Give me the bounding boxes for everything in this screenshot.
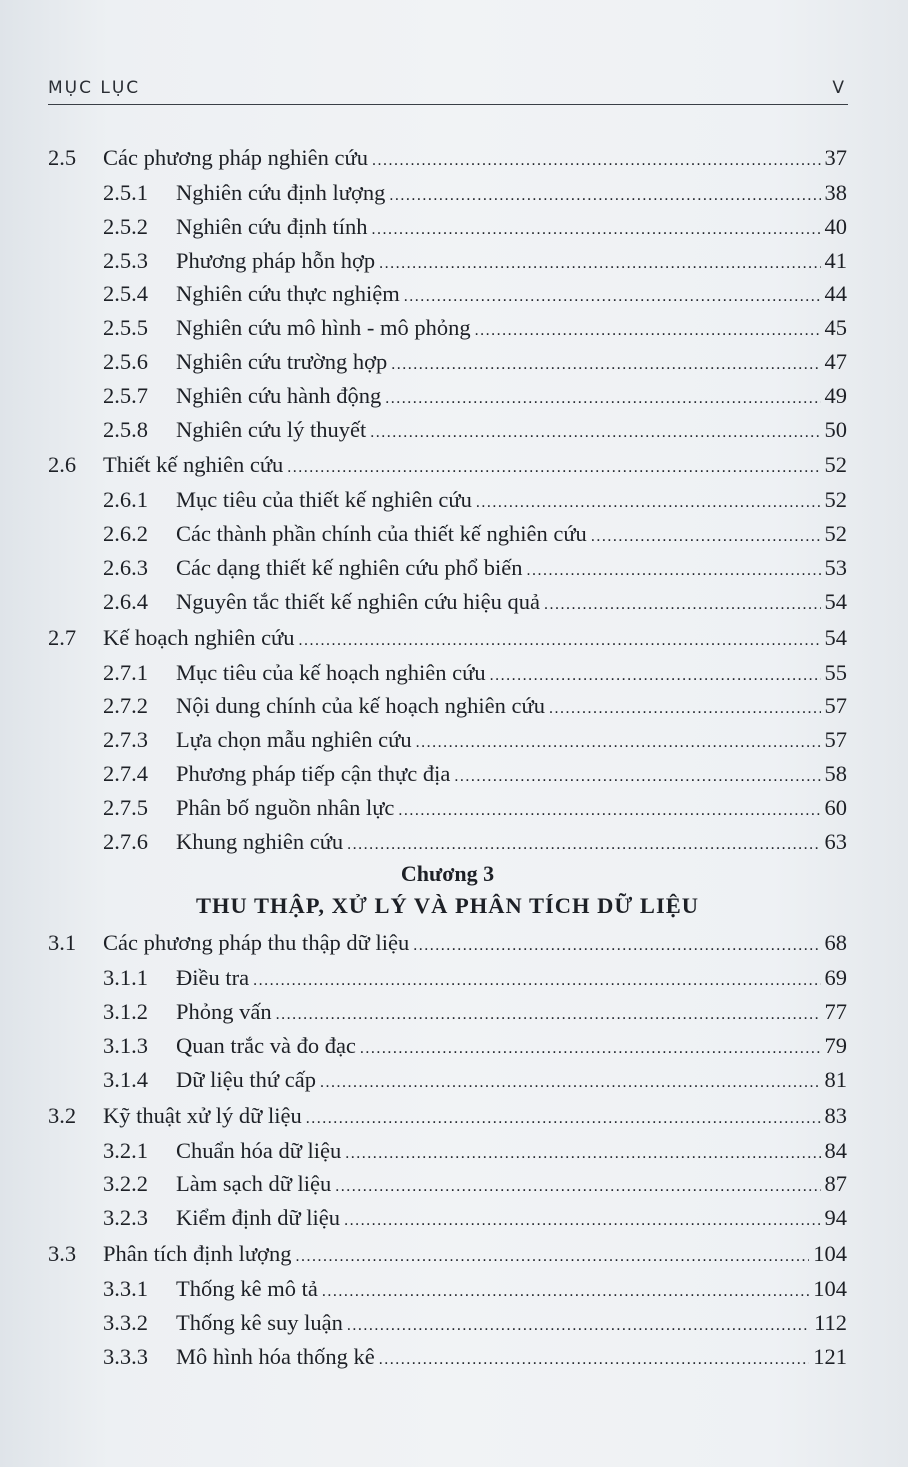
dot-leader xyxy=(372,139,821,179)
toc-entry-title: Làm sạch dữ liệu xyxy=(176,1171,332,1197)
toc-entry-page: 50 xyxy=(824,416,847,442)
dot-leader xyxy=(391,345,820,382)
toc-entry-title: Phương pháp hỗn hợp xyxy=(176,247,376,273)
toc-section-row[interactable] xyxy=(48,924,847,961)
toc-subsection-row[interactable] xyxy=(48,791,847,825)
toc-entry-page: 68 xyxy=(824,930,847,956)
toc-entry-page: 121 xyxy=(813,1343,847,1369)
toc-entry-page: 77 xyxy=(824,999,847,1025)
dot-leader xyxy=(320,1063,821,1100)
dot-leader xyxy=(370,413,820,450)
toc-entry-page: 69 xyxy=(824,965,847,991)
toc-entry-page: 45 xyxy=(824,315,847,341)
toc-subsection-row[interactable] xyxy=(48,379,847,413)
dot-leader xyxy=(335,1167,820,1204)
toc-entry-number: 3.1.2 xyxy=(103,999,148,1025)
toc-entry-number: 2.6.4 xyxy=(103,588,148,614)
dot-leader xyxy=(287,446,820,486)
toc-entry-page: 54 xyxy=(824,624,847,650)
toc-entry-number: 2.5.1 xyxy=(103,180,148,205)
toc-subsection-row[interactable] xyxy=(48,1340,847,1374)
toc-entry-page: 57 xyxy=(824,693,847,719)
toc-subsection-row[interactable] xyxy=(48,345,847,379)
toc-section-row[interactable] xyxy=(48,139,847,176)
running-header xyxy=(48,78,848,105)
toc-section-row[interactable] xyxy=(48,619,847,656)
toc-entry-page: 83 xyxy=(824,1102,847,1128)
toc-subsection-row[interactable] xyxy=(48,1063,847,1097)
toc-entry-title: Dữ liệu thứ cấp xyxy=(176,1066,316,1092)
toc-subsection-row[interactable] xyxy=(48,656,847,690)
toc-entry-page: 40 xyxy=(824,213,847,239)
toc-entry-title: Nghiên cứu trường hợp xyxy=(176,348,388,374)
toc-entry-number: 3.3.2 xyxy=(103,1309,148,1335)
dot-leader xyxy=(404,277,821,314)
dot-leader xyxy=(276,995,821,1032)
toc-subsection-row[interactable] xyxy=(48,825,847,859)
toc-entry-title: Nghiên cứu thực nghiệm xyxy=(176,281,400,307)
toc-entry-page: 47 xyxy=(824,348,847,374)
toc-entry-page: 104 xyxy=(813,1240,847,1266)
header-title: MỤC LỤC xyxy=(48,78,141,98)
toc-subsection-row[interactable] xyxy=(48,311,847,345)
dot-leader xyxy=(345,1134,820,1171)
toc-entry-number: 3.3.1 xyxy=(103,1275,148,1301)
toc-subsection-row[interactable] xyxy=(48,1272,847,1306)
toc-entry-number: 2.7.3 xyxy=(103,727,148,753)
chapter-title: THU THẬP, XỬ LÝ VÀ PHÂN TÍCH DỮ LIỆU xyxy=(196,893,699,919)
dot-leader xyxy=(398,791,820,828)
toc-entry-title: Các thành phần chính của thiết kế nghiên cứu xyxy=(176,521,587,547)
toc-entry-page: 94 xyxy=(824,1205,847,1231)
toc-entry-page: 37 xyxy=(824,145,847,170)
toc-subsection-row[interactable] xyxy=(48,277,847,311)
toc-entry-number: 3.2.3 xyxy=(103,1205,148,1231)
toc-entry-page: 104 xyxy=(813,1275,847,1301)
dot-leader xyxy=(475,311,821,348)
toc-entry-title: Điều tra xyxy=(176,965,250,991)
toc-entry-number: 2.6 xyxy=(48,452,77,478)
toc-entry-page: 112 xyxy=(814,1309,847,1335)
toc-entry-title: Nguyên tắc thiết kế nghiên cứu hiệu quả xyxy=(176,588,540,614)
dot-leader xyxy=(544,585,821,622)
toc-entry-title: Lựa chọn mẫu nghiên cứu xyxy=(176,727,412,753)
toc-entry-number: 2.7.2 xyxy=(103,693,148,719)
toc-entry-title: Thống kê mô tả xyxy=(176,1275,318,1301)
toc-entry-number: 2.7.4 xyxy=(103,760,148,786)
toc-entry-title: Các dạng thiết kế nghiên cứu phổ biến xyxy=(176,554,523,580)
dot-leader xyxy=(549,689,821,726)
toc-entry-page: 49 xyxy=(824,382,847,408)
toc-entry-title: Phỏng vấn xyxy=(176,999,272,1025)
toc-entry-number: 2.6.2 xyxy=(103,521,148,547)
dot-leader xyxy=(306,1097,821,1137)
toc-subsection-row[interactable] xyxy=(48,1029,847,1063)
toc-entry-title: Nghiên cứu mô hình - mô phỏng xyxy=(176,315,471,341)
dot-leader xyxy=(416,723,821,760)
toc-entry-title: Nghiên cứu định lượng xyxy=(176,180,386,205)
toc-entry-page: 54 xyxy=(824,588,847,614)
toc-entry-title: Nghiên cứu hành động xyxy=(176,382,382,408)
dot-leader xyxy=(454,757,820,794)
toc-entry-title: Khung nghiên cứu xyxy=(176,828,344,854)
toc-entry-number: 2.6.1 xyxy=(103,487,148,513)
toc-entry-page: 60 xyxy=(824,794,847,820)
toc-entry-title: Các phương pháp thu thập dữ liệu xyxy=(103,930,410,956)
toc-subsection-row[interactable] xyxy=(48,689,847,723)
toc-entry-title: Phương pháp tiếp cận thực địa xyxy=(176,760,451,786)
toc-entry-title: Kế hoạch nghiên cứu xyxy=(103,624,295,650)
toc-subsection-row[interactable] xyxy=(48,757,847,791)
toc-entry-page: 41 xyxy=(824,247,847,273)
toc-entry-title: Quan trắc và đo đạc xyxy=(176,1032,356,1058)
toc-entry-title: Thiết kế nghiên cứu xyxy=(103,452,284,478)
dot-leader xyxy=(322,1272,809,1309)
toc-entry-number: 3.1 xyxy=(48,930,77,956)
toc-entry-number: 3.3.3 xyxy=(103,1343,148,1369)
dot-leader xyxy=(347,825,820,862)
toc-entry-number: 2.5.8 xyxy=(103,416,148,442)
toc-subsection-row[interactable] xyxy=(48,723,847,757)
chapter-heading xyxy=(48,858,847,924)
toc-entry-title: Nghiên cứu định tính xyxy=(176,213,368,239)
toc-entry-number: 3.1.3 xyxy=(103,1032,148,1058)
dot-leader xyxy=(379,1340,810,1377)
toc-entry-page: 52 xyxy=(824,521,847,547)
toc-entry-page: 79 xyxy=(824,1032,847,1058)
dot-leader xyxy=(347,1306,810,1343)
toc-entry-title: Kỹ thuật xử lý dữ liệu xyxy=(103,1102,302,1128)
toc-entry-number: 2.5.5 xyxy=(103,315,148,341)
toc-section-row[interactable] xyxy=(48,1235,847,1272)
toc-subsection-row[interactable] xyxy=(48,1201,847,1235)
toc-entry-page: 57 xyxy=(824,727,847,753)
toc-entry-number: 3.2.2 xyxy=(103,1171,148,1197)
dot-leader xyxy=(490,656,821,693)
toc-entry-title: Nghiên cứu lý thuyết xyxy=(176,416,367,442)
toc-subsection-row[interactable] xyxy=(48,244,847,278)
toc-entry-page: 38 xyxy=(824,180,847,205)
toc-entry-title: Các phương pháp nghiên cứu xyxy=(103,145,368,170)
dot-leader xyxy=(253,961,820,998)
toc-entry-title: Mục tiêu của kế hoạch nghiên cứu xyxy=(176,659,486,685)
toc-entry-number: 2.7 xyxy=(48,624,77,650)
toc-subsection-row[interactable] xyxy=(48,176,847,210)
toc-subsection-row[interactable] xyxy=(48,517,847,551)
toc-entry-title: Thống kê suy luận xyxy=(176,1309,343,1335)
toc-entry-page: 52 xyxy=(824,452,847,478)
toc-entry-number: 2.5.7 xyxy=(103,382,148,408)
dot-leader xyxy=(379,244,820,281)
dot-leader xyxy=(413,924,820,964)
toc-entry-number: 2.5 xyxy=(48,145,77,170)
toc-entry-number: 2.6.3 xyxy=(103,554,148,580)
toc-subsection-row[interactable] xyxy=(48,995,847,1029)
toc-entry-number: 2.7.1 xyxy=(103,659,148,685)
toc-subsection-row[interactable] xyxy=(48,413,847,447)
toc-subsection-row[interactable] xyxy=(48,210,847,244)
toc-entry-title: Chuẩn hóa dữ liệu xyxy=(176,1137,342,1163)
toc-subsection-row[interactable] xyxy=(48,551,847,585)
toc-entry-number: 3.2.1 xyxy=(103,1137,148,1163)
toc-entry-title: Phân tích định lượng xyxy=(103,1240,292,1266)
dot-leader xyxy=(344,1201,820,1238)
dot-leader xyxy=(360,1029,821,1066)
toc-subsection-row[interactable] xyxy=(48,1134,847,1168)
toc-entry-page: 53 xyxy=(824,554,847,580)
toc-entry-page: 63 xyxy=(824,828,847,854)
toc-entry-number: 2.5.6 xyxy=(103,348,148,374)
header-page-number: V xyxy=(832,78,844,98)
toc-entry-number: 2.5.2 xyxy=(103,213,148,239)
toc-entry-title: Mô hình hóa thống kê xyxy=(176,1343,375,1369)
toc-entry-number: 3.2 xyxy=(48,1102,77,1128)
dot-leader xyxy=(299,619,821,659)
toc-subsection-row[interactable] xyxy=(48,1167,847,1201)
toc-entry-page: 44 xyxy=(824,281,847,307)
toc-subsection-row[interactable] xyxy=(48,1306,847,1340)
toc-entry-number: 3.1.4 xyxy=(103,1066,148,1092)
dot-leader xyxy=(526,551,820,588)
toc-entry-number: 2.5.4 xyxy=(103,281,148,307)
toc-section-row[interactable] xyxy=(48,446,847,483)
toc-entry-page: 58 xyxy=(824,760,847,786)
toc-entry-number: 3.1.1 xyxy=(103,965,148,991)
dot-leader xyxy=(591,517,821,554)
toc-subsection-row[interactable] xyxy=(48,585,847,619)
toc-entry-page: 81 xyxy=(824,1066,847,1092)
toc-entry-number: 3.3 xyxy=(48,1240,77,1266)
dot-leader xyxy=(389,176,820,213)
toc-entry-title: Phân bố nguồn nhân lực xyxy=(176,794,395,820)
chapter-label: Chương 3 xyxy=(400,861,495,887)
toc-subsection-row[interactable] xyxy=(48,961,847,995)
toc-entry-title: Mục tiêu của thiết kế nghiên cứu xyxy=(176,487,472,513)
dot-leader xyxy=(385,379,820,416)
toc-subsection-row[interactable] xyxy=(48,483,847,517)
toc-group-chapter-3 xyxy=(48,924,847,1373)
dot-leader xyxy=(372,210,821,247)
toc-section-row[interactable] xyxy=(48,1097,847,1134)
toc-entry-number: 2.5.3 xyxy=(103,247,148,273)
toc-entry-number: 2.7.6 xyxy=(103,828,148,854)
toc-entry-page: 55 xyxy=(824,659,847,685)
toc-entry-title: Nội dung chính của kế hoạch nghiên cứu xyxy=(176,693,545,719)
toc-entry-page: 87 xyxy=(824,1171,847,1197)
toc-entry-title: Kiểm định dữ liệu xyxy=(176,1205,341,1231)
toc-entry-page: 84 xyxy=(824,1137,847,1163)
dot-leader xyxy=(476,483,821,520)
dot-leader xyxy=(295,1235,809,1275)
table-of-contents xyxy=(48,139,847,1373)
toc-entry-number: 2.7.5 xyxy=(103,794,148,820)
toc-entry-page: 52 xyxy=(824,487,847,513)
toc-group-chapter-2 xyxy=(48,139,847,858)
